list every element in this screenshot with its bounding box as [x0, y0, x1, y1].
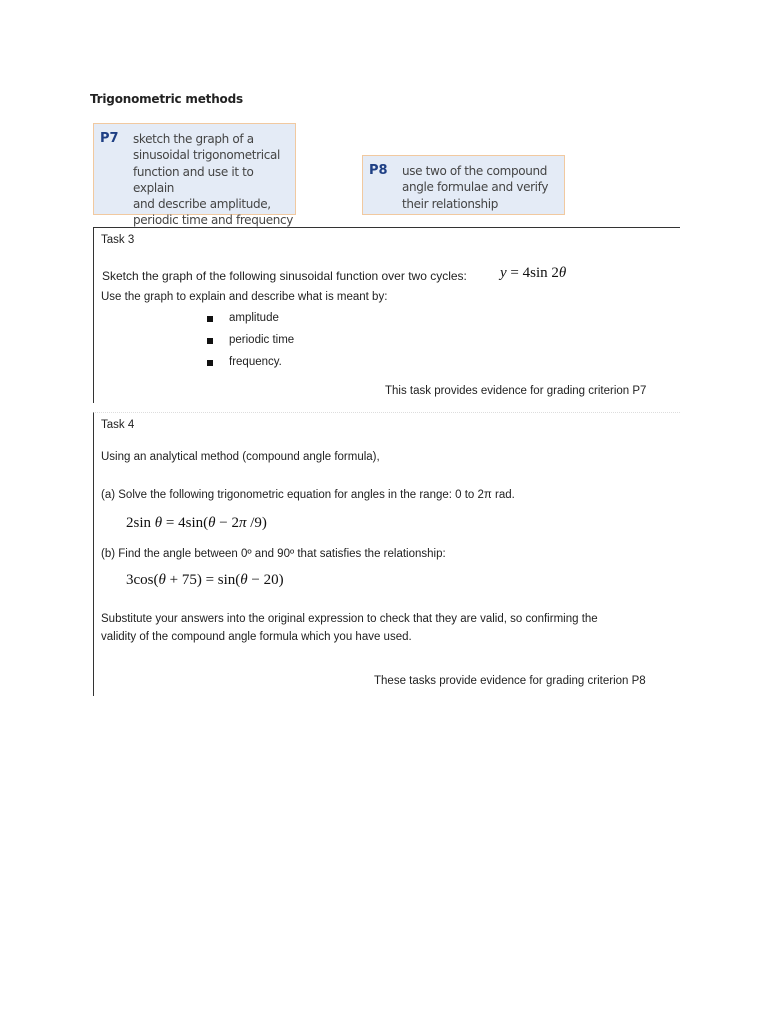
criterion-p7-line: sinusoidal trigonometrical	[133, 148, 280, 163]
task-3-bullet-frequency: frequency.	[229, 356, 282, 368]
bullet-icon	[207, 360, 213, 366]
task-4-substitute-line-1: Substitute your answers into the original expression to check that they are valid, so confirming the	[101, 613, 598, 625]
criterion-p8-box	[362, 155, 565, 215]
criterion-p7-line: sketch the graph of a	[133, 132, 254, 146]
bullet-icon	[207, 316, 213, 322]
task-4-intro: Using an analytical method (compound angle formula),	[101, 451, 380, 463]
task-3-bullet-periodic-time: periodic time	[229, 334, 295, 346]
criterion-p8-text	[402, 163, 548, 212]
page-heading: Trigonometric methods	[90, 92, 243, 106]
task-3-label: Task 3	[101, 234, 135, 246]
criterion-p8-line: angle formulae and verify	[402, 180, 549, 195]
task-4-equation-b: 3cos(θ + 75) = sin(θ − 20)	[126, 572, 284, 588]
task-3-explain: Use the graph to explain and describe what is meant by:	[101, 291, 388, 303]
task-4-part-b: (b) Find the angle between 0º and 90º that satisfies the relationship:	[101, 548, 446, 560]
criterion-p8-code: P8	[369, 163, 388, 178]
criterion-p8-line: use two of the compound	[402, 164, 547, 178]
criterion-p7-text	[133, 131, 295, 229]
task-3-equation: y = 4sin 2θ	[500, 265, 567, 281]
task-3-instruction: Sketch the graph of the following sinusoidal function over two cycles:	[102, 269, 467, 283]
task-4-section	[93, 412, 680, 696]
task-3-section	[93, 227, 680, 403]
criterion-p7-line: function and use it to explain	[133, 164, 254, 195]
criterion-p8-line: their relationship	[402, 196, 499, 211]
criterion-p7-line: periodic time and frequency	[133, 213, 294, 228]
criterion-p7-code: P7	[100, 131, 119, 146]
task-4-part-a: (a) Solve the following trigonometric equation for angles in the range: 0 to 2π rad.	[101, 489, 515, 501]
task-4-substitute-line-2: validity of the compound angle formula which you have used.	[101, 631, 412, 643]
task-3-bullet-amplitude: amplitude	[229, 312, 279, 324]
criterion-p7-line: and describe amplitude,	[133, 197, 271, 212]
task-4-label: Task 4	[101, 419, 135, 431]
criterion-p7-box	[93, 123, 296, 228]
bullet-icon	[207, 338, 213, 344]
task-4-equation-a: 2sin θ = 4sin(θ − 2π /9)	[126, 515, 267, 531]
task-4-evidence: These tasks provide evidence for grading criterion P8	[374, 675, 646, 687]
task-3-evidence: This task provides evidence for grading criterion P7	[385, 385, 647, 397]
